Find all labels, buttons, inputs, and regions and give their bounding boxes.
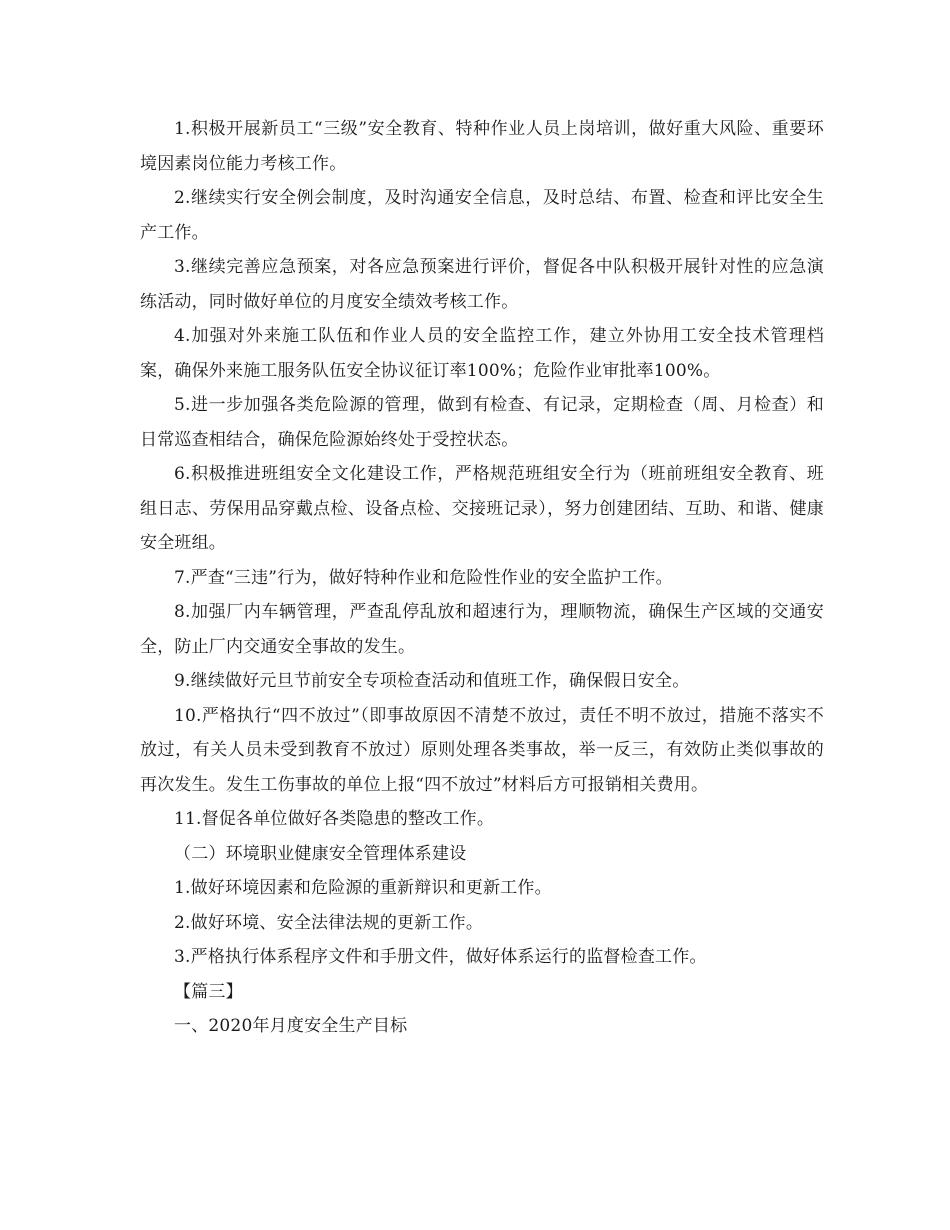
paragraph-item-system-1: 1.做好环境因素和危险源的重新辩识和更新工作。 [174,878,552,898]
paragraph-item-6: 6.积极推进班组安全文化建设工作，严格规范班组安全行为（班前班组安全教育、班组日志、劳保用品穿戴点检、设备点检、交接班记录），努力创建团结、互助、和谐、健康安全班组。 [140,464,824,553]
section-heading-management-system: （二）环境职业健康安全管理体系建设 [174,843,467,864]
chapter-heading: 【篇三】 [174,981,243,1002]
paragraph-item-11: 11.督促各单位做好各类隐患的整改工作。 [174,809,495,829]
paragraph-item-8: 8.加强厂内车辆管理，严查乱停乱放和超速行为，理顺物流，确保生产区域的交通安全，防止厂内交通安全事故的发生。 [140,602,824,657]
paragraph-item-4: 4.加强对外来施工队伍和作业人员的安全监控工作，建立外协用工安全技术管理档案，确保外来施工服务队伍安全协议征订率100%；危险作业审批率100%。 [140,326,824,381]
document-body [140,112,824,1044]
paragraph-item-system-3: 3.严格执行体系程序文件和手册文件，做好体系运行的监督检查工作。 [174,947,707,967]
section-heading-monthly-goals: 一、2020年月度安全生产目标 [174,1016,408,1036]
paragraph-item-1: 1.积极开展新员工“三级”安全教育、特种作业人员上岗培训，做好重大风险、重要环境因素岗位能力考核工作。 [140,119,824,174]
paragraph-item-5: 5.进一步加强各类危险源的管理，做到有检查、有记录，定期检查（周、月检查）和日常巡查相结合，确保危险源始终处于受控状态。 [140,395,824,450]
paragraph-item-7: 7.严查“三违”行为，做好特种作业和危险性作业的安全监护工作。 [174,567,673,588]
paragraph-item-system-2: 2.做好环境、安全法律法规的更新工作。 [174,912,484,933]
paragraph-item-3: 3.继续完善应急预案，对各应急预案进行评价，督促各中队积极开展针对性的应急演练活动，同时做好单位的月度安全绩效考核工作。 [140,257,824,312]
paragraph-item-2: 2.继续实行安全例会制度，及时沟通安全信息，及时总结、布置、检查和评比安全生产工作。 [140,188,824,243]
paragraph-item-9: 9.继续做好元旦节前安全专项检查活动和值班工作，确保假日安全。 [174,671,690,691]
paragraph-item-10: 10.严格执行“四不放过”（即事故原因不清楚不放过，责任不明不放过，措施不落实不放过，有关人员未受到教育不放过）原则处理各类事故，举一反三，有效防止类似事故的再次发生。发生工伤事故的单位上报“四不放过”材料后方可报销相关费用。 [140,705,824,795]
